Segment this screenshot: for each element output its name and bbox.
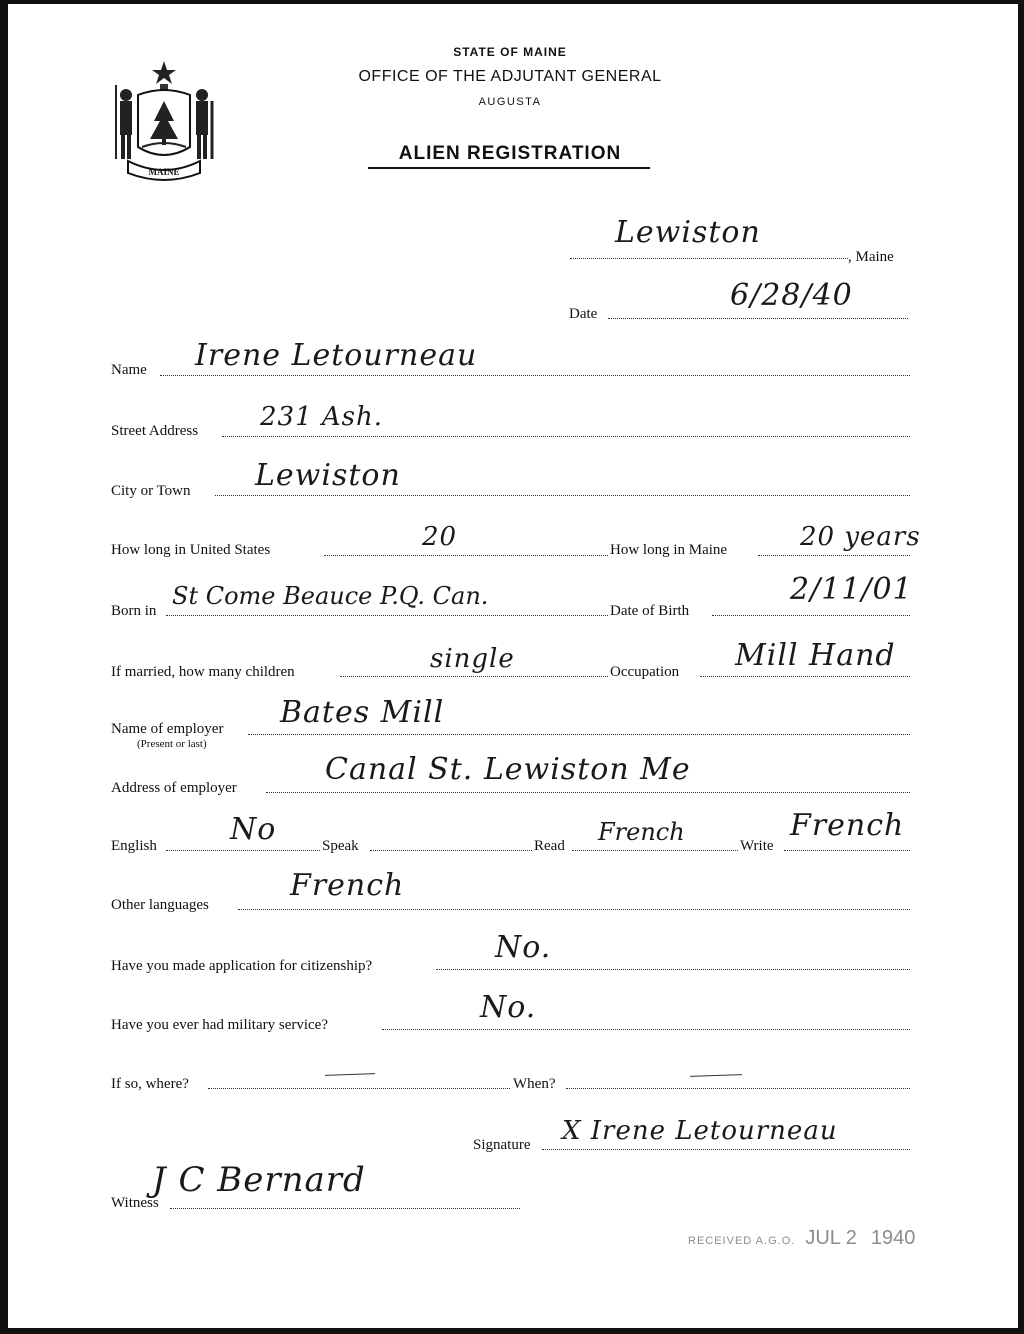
name-dotted-line [160, 375, 910, 376]
military-label: Have you ever had military service? [111, 1017, 328, 1033]
city-label: City or Town [111, 483, 191, 499]
born-in-value: St Come Beauce P.Q. Can. [172, 582, 489, 610]
read-label: Read [534, 838, 565, 854]
citizenship-label: Have you made application for citizenship? [111, 958, 373, 974]
employer-address-dotted-line [266, 792, 910, 793]
speak-label: Speak [322, 838, 359, 854]
page-title: ALIEN REGISTRATION [398, 143, 622, 164]
date-of-birth-value: 2/11/01 [790, 572, 913, 607]
scan-edge-left [0, 0, 8, 1334]
occupation-label: Occupation [610, 664, 680, 680]
date-label: Date [569, 306, 598, 322]
when-dash-mark [690, 1074, 742, 1077]
where-dash-mark [325, 1073, 375, 1076]
how-long-maine-label: How long in Maine [610, 542, 728, 558]
children-label: If married, how many children [111, 664, 295, 680]
signature-value: X Irene Letourneau [562, 1116, 838, 1146]
english-dotted-line [166, 850, 320, 851]
english-label: English [111, 838, 157, 854]
signature-dotted-line [542, 1149, 910, 1150]
seal-banner-text: MAINE [148, 167, 180, 177]
town-value: Lewiston [615, 215, 761, 250]
maine-label: , Maine [848, 249, 894, 265]
military-value: No. [480, 990, 537, 1025]
received-stamp [688, 1227, 915, 1250]
town-dotted-line [570, 258, 848, 259]
title-underline [368, 167, 650, 169]
citizenship-value: No. [495, 930, 552, 965]
header-city: AUGUSTA [478, 96, 542, 108]
witness-label: Witness [111, 1195, 159, 1211]
scan-edge-top [0, 0, 1024, 4]
how-long-maine-value: 20 years [800, 522, 921, 552]
date-of-birth-dotted-line [712, 615, 910, 616]
read-dotted-line [572, 850, 738, 851]
born-in-dotted-line [166, 615, 608, 616]
date-dotted-line [608, 318, 908, 319]
read-value: French [598, 818, 685, 846]
date-value: 6/28/40 [730, 278, 853, 313]
witness-dotted-line [170, 1208, 520, 1209]
employer-value: Bates Mill [280, 695, 445, 730]
how-long-us-value: 20 [422, 522, 458, 552]
name-label: Name [111, 362, 147, 378]
when-label: When? [513, 1076, 556, 1092]
other-languages-label: Other languages [111, 897, 209, 913]
signature-label: Signature [473, 1137, 531, 1153]
employer-label: Name of employer [111, 721, 224, 737]
header-state: STATE OF MAINE [453, 45, 567, 59]
stamp-date-text: JUL 2 [805, 1227, 857, 1249]
maine-state-seal-icon [108, 55, 220, 183]
where-dotted-line [208, 1088, 510, 1089]
scan-edge-bottom [0, 1328, 1024, 1334]
write-label: Write [740, 838, 774, 854]
city-value: Lewiston [255, 458, 401, 493]
employer-address-label: Address of employer [111, 780, 237, 796]
where-label: If so, where? [111, 1076, 189, 1092]
city-dotted-line [215, 495, 910, 496]
military-dotted-line [382, 1029, 910, 1030]
stamp-received-text: RECEIVED A.G.O. [688, 1235, 796, 1247]
children-dotted-line [340, 676, 608, 677]
scan-edge-right [1018, 0, 1024, 1334]
other-languages-value: French [290, 868, 405, 903]
date-of-birth-label: Date of Birth [610, 603, 690, 619]
name-value: Irene Letourneau [195, 338, 478, 373]
occupation-dotted-line [700, 676, 910, 677]
write-value: French [790, 808, 905, 843]
stamp-year-text: 1940 [870, 1227, 916, 1249]
how-long-us-dotted-line [324, 555, 608, 556]
witness-value: J C Bernard [152, 1160, 366, 1200]
how-long-maine-dotted-line [758, 555, 910, 556]
employer-dotted-line [248, 734, 910, 735]
employer-address-value: Canal St. Lewiston Me [325, 752, 691, 787]
speak-dotted-line [370, 850, 532, 851]
citizenship-dotted-line [436, 969, 910, 970]
header-office: OFFICE OF THE ADJUTANT GENERAL [358, 68, 662, 85]
write-dotted-line [784, 850, 910, 851]
how-long-us-label: How long in United States [111, 542, 271, 558]
children-value: single [430, 644, 515, 674]
street-address-label: Street Address [111, 423, 199, 439]
born-in-label: Born in [111, 603, 157, 619]
street-address-value: 231 Ash. [260, 402, 384, 432]
employer-sublabel: (Present or last) [137, 738, 207, 750]
english-value: No [230, 812, 277, 847]
street-address-dotted-line [222, 436, 910, 437]
occupation-value: Mill Hand [735, 638, 896, 673]
when-dotted-line [566, 1088, 910, 1089]
other-languages-dotted-line [238, 909, 910, 910]
